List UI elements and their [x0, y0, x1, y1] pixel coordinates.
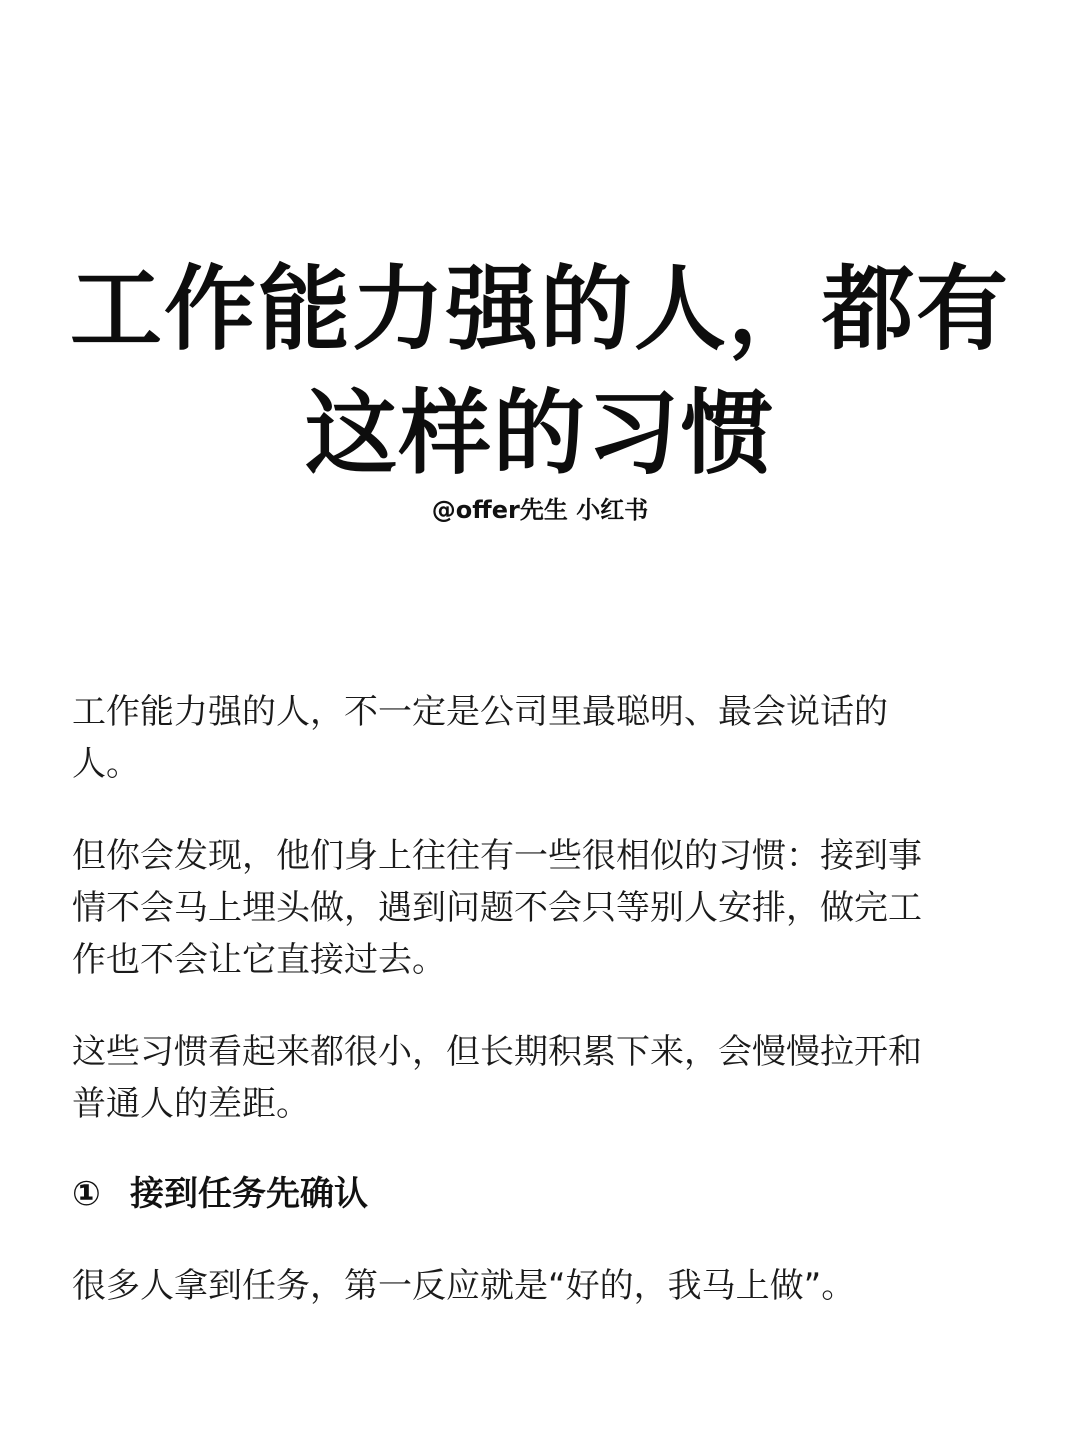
section-heading — [72, 1168, 368, 1220]
paragraph-3-line-1: 这些习惯看起来都很小，但长期积累下来，会慢慢拉开和 — [72, 1032, 922, 1072]
section-number: ① — [72, 1174, 101, 1214]
section-title: 接到任务先确认 — [130, 1174, 368, 1214]
paragraph-1 — [72, 686, 888, 790]
paragraph-1-line-1: 工作能力强的人，不一定是公司里最聪明、最会说话的 — [72, 692, 888, 732]
author-credit: @offer先生 小红书 — [431, 496, 649, 524]
paragraph-2 — [72, 830, 922, 986]
paragraph-2-line-2: 情不会马上埋头做，遇到问题不会只等别人安排，做完工 — [72, 888, 922, 928]
paragraph-1-line-2: 人。 — [72, 744, 140, 784]
paragraph-2-line-1: 但你会发现，他们身上往往有一些很相似的习惯：接到事 — [72, 836, 922, 876]
page-title — [40, 248, 1040, 496]
paragraph-3 — [72, 1026, 922, 1130]
paragraph-3-line-2: 普通人的差距。 — [72, 1084, 310, 1124]
section-paragraph-line-1: 很多人拿到任务，第一反应就是“好的，我马上做”。 — [72, 1266, 856, 1306]
title-line-2: 这样的习惯 — [304, 380, 775, 487]
section-paragraph — [72, 1260, 855, 1312]
paragraph-2-line-3: 作也不会让它直接过去。 — [72, 940, 446, 980]
title-line-1: 工作能力强的人，都有 — [69, 256, 1010, 363]
